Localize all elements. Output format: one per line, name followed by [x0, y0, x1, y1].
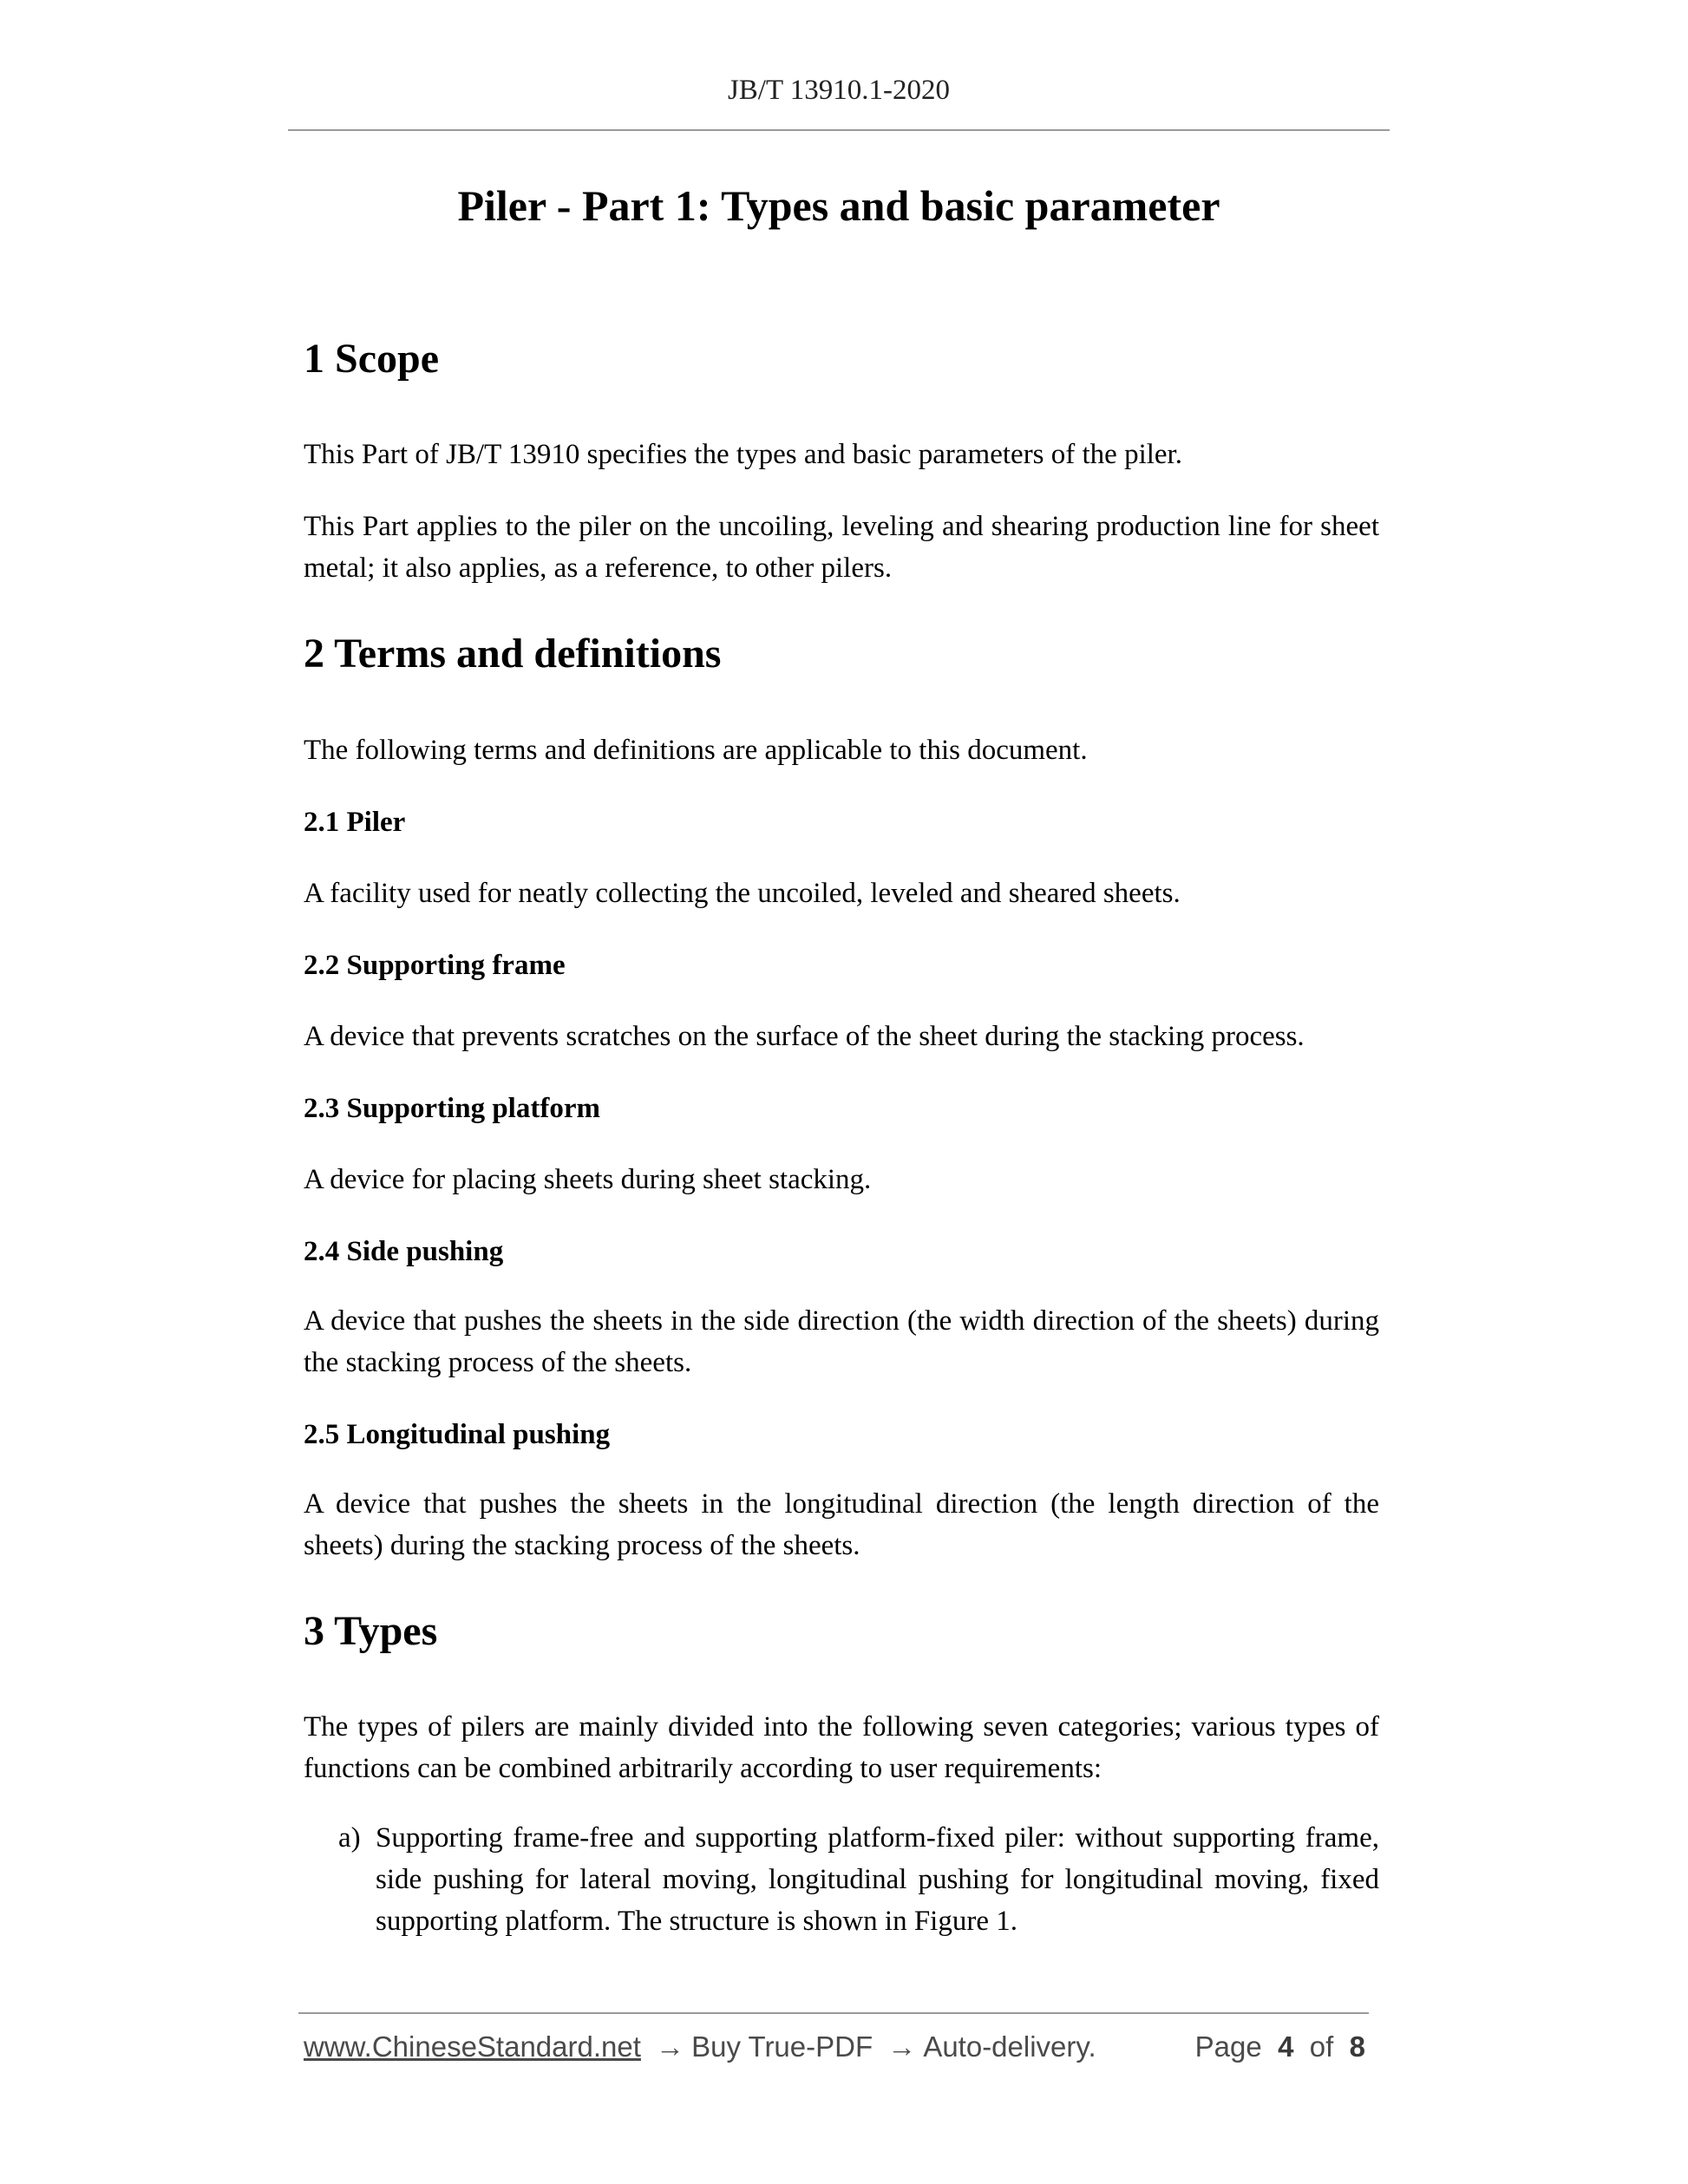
term-text-longitudinal-pushing: A device that pushes the sheets in the longitudinal direction (the length direction of the sheets) during the stacking process of the sheets.: [304, 1488, 1379, 1561]
page-footer: [304, 2030, 1371, 2063]
scope-paragraph-1: This Part of JB/T 13910 specifies the types and basic parameters of the piler.: [304, 439, 1182, 470]
list-item-text: Supporting frame-free and supporting platform-fixed piler: without supporting frame, side pushing for lateral moving, longitudinal pushing for longitudinal moving, fixed supporting platform. The structure is shown in Figure 1.: [376, 1822, 1379, 1937]
section-heading-types: 3 Types: [304, 1608, 438, 1654]
page-label: Page: [1194, 2030, 1262, 2063]
page-current: 4: [1278, 2030, 1294, 2063]
term-heading-piler: 2.1 Piler: [304, 807, 406, 838]
terms-intro: The following terms and definitions are applicable to this document.: [304, 735, 1088, 766]
term-text-piler: A facility used for neatly collecting the uncoiled, leveled and sheared sheets.: [304, 878, 1181, 909]
term-heading-supporting-frame: 2.2 Supporting frame: [304, 950, 566, 981]
page-total: 8: [1349, 2030, 1365, 2063]
list-marker: a): [338, 1822, 361, 1854]
of-label: of: [1309, 2030, 1334, 2063]
page-number: [1195, 2030, 1365, 2063]
term-text-supporting-frame: A device that prevents scratches on the surface of the sheet during the stacking process.: [304, 1021, 1305, 1052]
term-heading-side-pushing: 2.4 Side pushing: [304, 1236, 504, 1267]
term-text-supporting-platform: A device for placing sheets during sheet stacking.: [304, 1164, 872, 1195]
scope-paragraph-2: This Part applies to the piler on the uncoiling, leveling and shearing production line for sheet metal; it also applies, as a reference, to other pilers.: [304, 511, 1379, 584]
arrow-right-icon: →: [656, 2030, 685, 2063]
term-text-side-pushing: A device that pushes the sheets in the side direction (the width direction of the sheets) during the stacking process of the sheets.: [304, 1305, 1379, 1378]
standard-code-header: JB/T 13910.1-2020: [727, 75, 951, 106]
section-heading-terms: 2 Terms and definitions: [304, 631, 722, 677]
term-heading-supporting-platform: 2.3 Supporting platform: [304, 1093, 600, 1124]
buy-true-pdf-text: Buy True-PDF: [691, 2030, 873, 2063]
document-title: Piler - Part 1: Types and basic parameter: [457, 181, 1220, 230]
header-divider: [288, 129, 1390, 131]
types-intro: The types of pilers are mainly divided into the following seven categories; various types of functions can be combined arbitrarily according to user requirements:: [304, 1711, 1379, 1784]
arrow-right-icon: →: [887, 2030, 917, 2063]
website-link[interactable]: www.ChineseStandard.net: [304, 2030, 641, 2063]
section-heading-scope: 1 Scope: [304, 336, 439, 382]
auto-delivery-text: Auto-delivery.: [923, 2030, 1096, 2063]
term-heading-longitudinal-pushing: 2.5 Longitudinal pushing: [304, 1419, 611, 1450]
footer-divider: [298, 2012, 1369, 2014]
